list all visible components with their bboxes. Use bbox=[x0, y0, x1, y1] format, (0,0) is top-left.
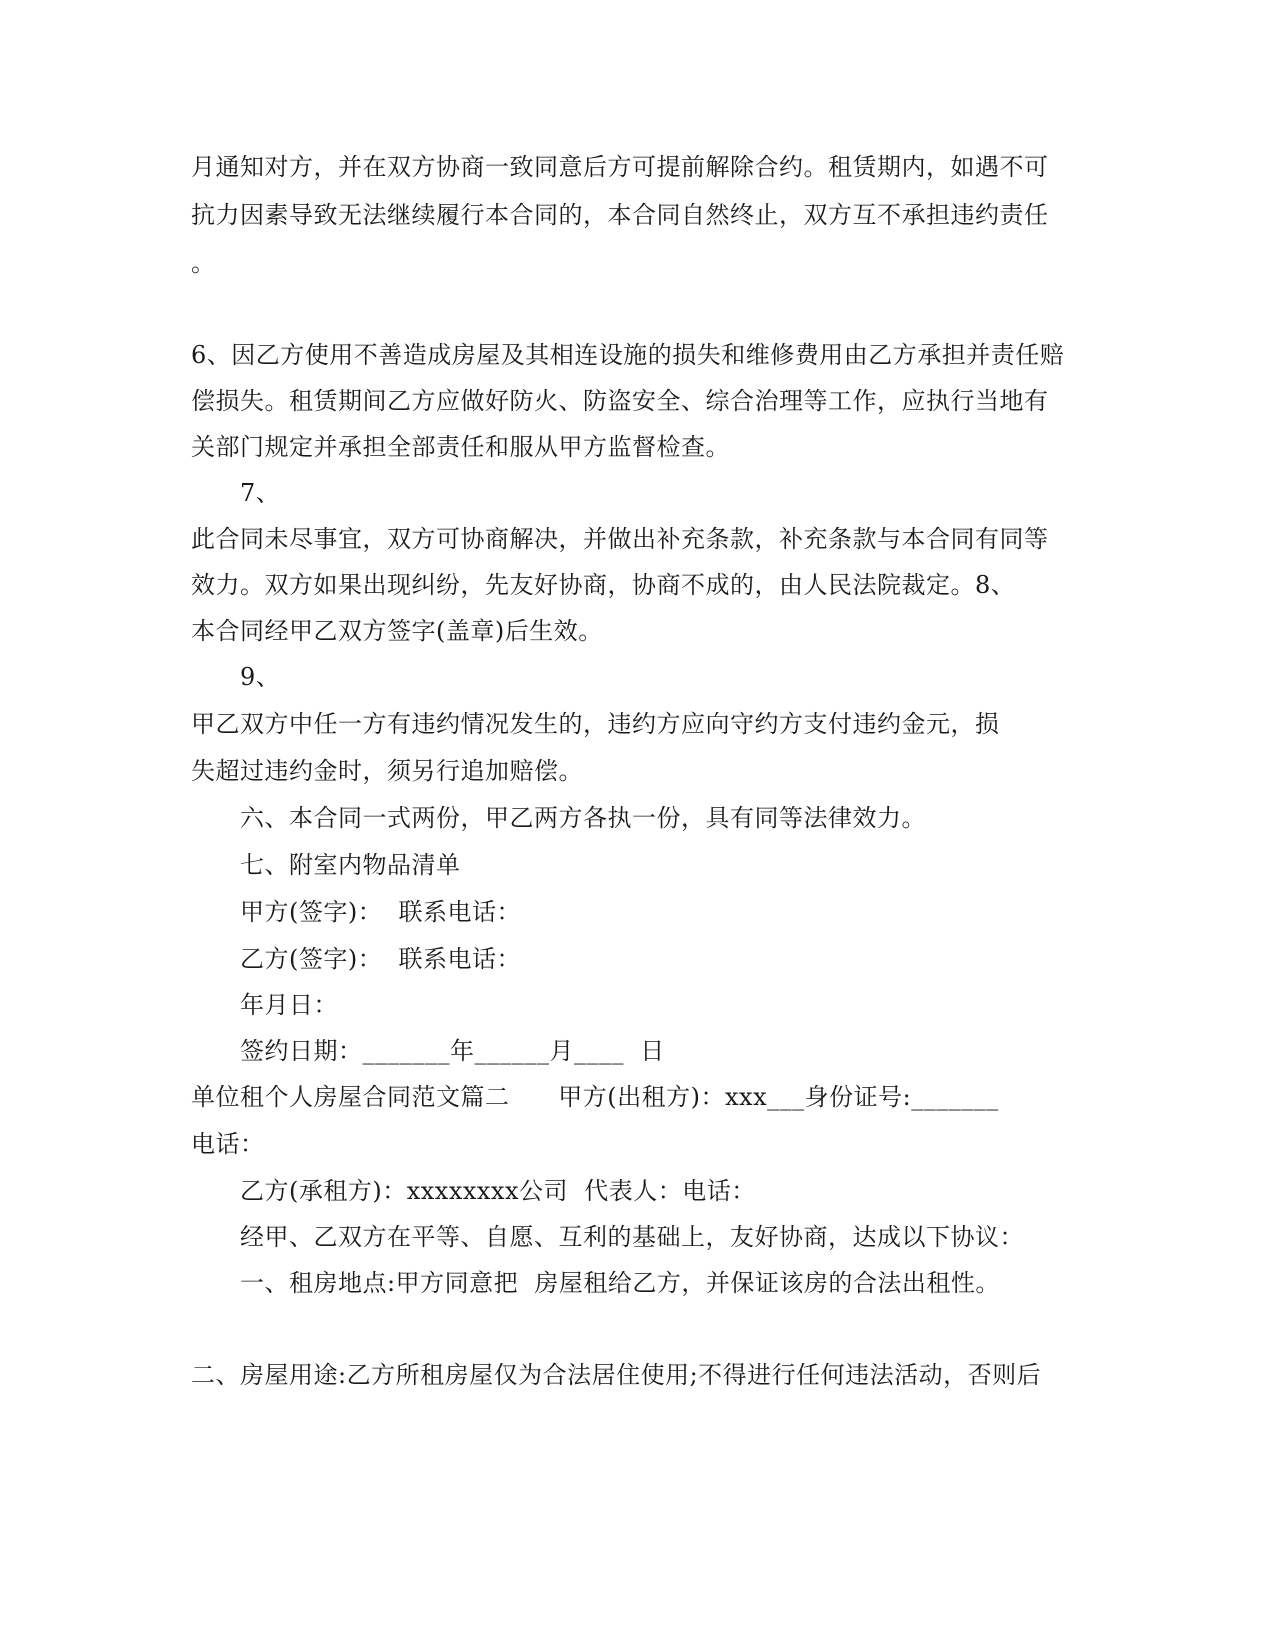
text-line: 关部门规定并承担全部责任和服从甲方监督检查。 bbox=[191, 433, 730, 461]
text-line: 效力。双方如果出现纠纷，先友好协商，协商不成的，由人民法院裁定。8、 bbox=[191, 571, 1016, 599]
clause-number-7: 7、 bbox=[240, 479, 281, 507]
clause-number-9: 9、 bbox=[240, 663, 281, 691]
section-rental-location: 一、租房地点:甲方同意把 房屋租给乙方，并保证该房的合法出租性。 bbox=[240, 1269, 1000, 1297]
phone-line: 电话： bbox=[191, 1130, 265, 1158]
contract-two-heading: 单位租个人房屋合同范文篇二 甲方(出租方)：xxx___身份证号:_______ bbox=[191, 1083, 999, 1111]
party-b-signature: 乙方(签字)： 联系电话： bbox=[240, 945, 521, 973]
section-7: 七、附室内物品清单 bbox=[240, 851, 461, 879]
text-line: 。 bbox=[191, 249, 216, 277]
clause-8: 本合同经甲乙双方签字(盖章)后生效。 bbox=[191, 617, 603, 645]
clause-7: 此合同未尽事宜，双方可协商解决，并做出补充条款，补充条款与本合同有同等 bbox=[191, 525, 1049, 553]
clause-9: 甲乙双方中任一方有违约情况发生的，违约方应向守约方支付违约金元，损 bbox=[191, 710, 1000, 738]
section-6: 六、本合同一式两份，甲乙两方各执一份，具有同等法律效力。 bbox=[240, 804, 926, 832]
clause-6: 6、因乙方使用不善造成房屋及其相连设施的损失和维修费用由乙方承担并责任赔 bbox=[191, 341, 1065, 369]
agreement-intro: 经甲、乙双方在平等、自愿、互利的基础上，友好协商，达成以下协议： bbox=[240, 1223, 1024, 1251]
party-a-signature: 甲方(签字)： 联系电话： bbox=[240, 898, 521, 926]
signing-date: 签约日期：_______年______月____ 日 bbox=[240, 1037, 665, 1065]
section-house-use: 二、房屋用途:乙方所租房屋仅为合法居住使用;不得进行任何违法活动，否则后 bbox=[191, 1361, 1042, 1389]
date-line: 年月日： bbox=[240, 991, 338, 1019]
text-line: 月通知对方，并在双方协商一致同意后方可提前解除合约。租赁期内，如遇不可 bbox=[191, 153, 1049, 181]
text-line: 抗力因素导致无法继续履行本合同的，本合同自然终止，双方互不承担违约责任 bbox=[191, 201, 1049, 229]
text-line: 偿损失。租赁期间乙方应做好防火、防盗安全、综合治理等工作，应执行当地有 bbox=[191, 387, 1049, 415]
party-b-info: 乙方(承租方)：xxxxxxxx公司 代表人：电话： bbox=[240, 1177, 756, 1205]
text-line: 失超过违约金时，须另行追加赔偿。 bbox=[191, 757, 583, 785]
